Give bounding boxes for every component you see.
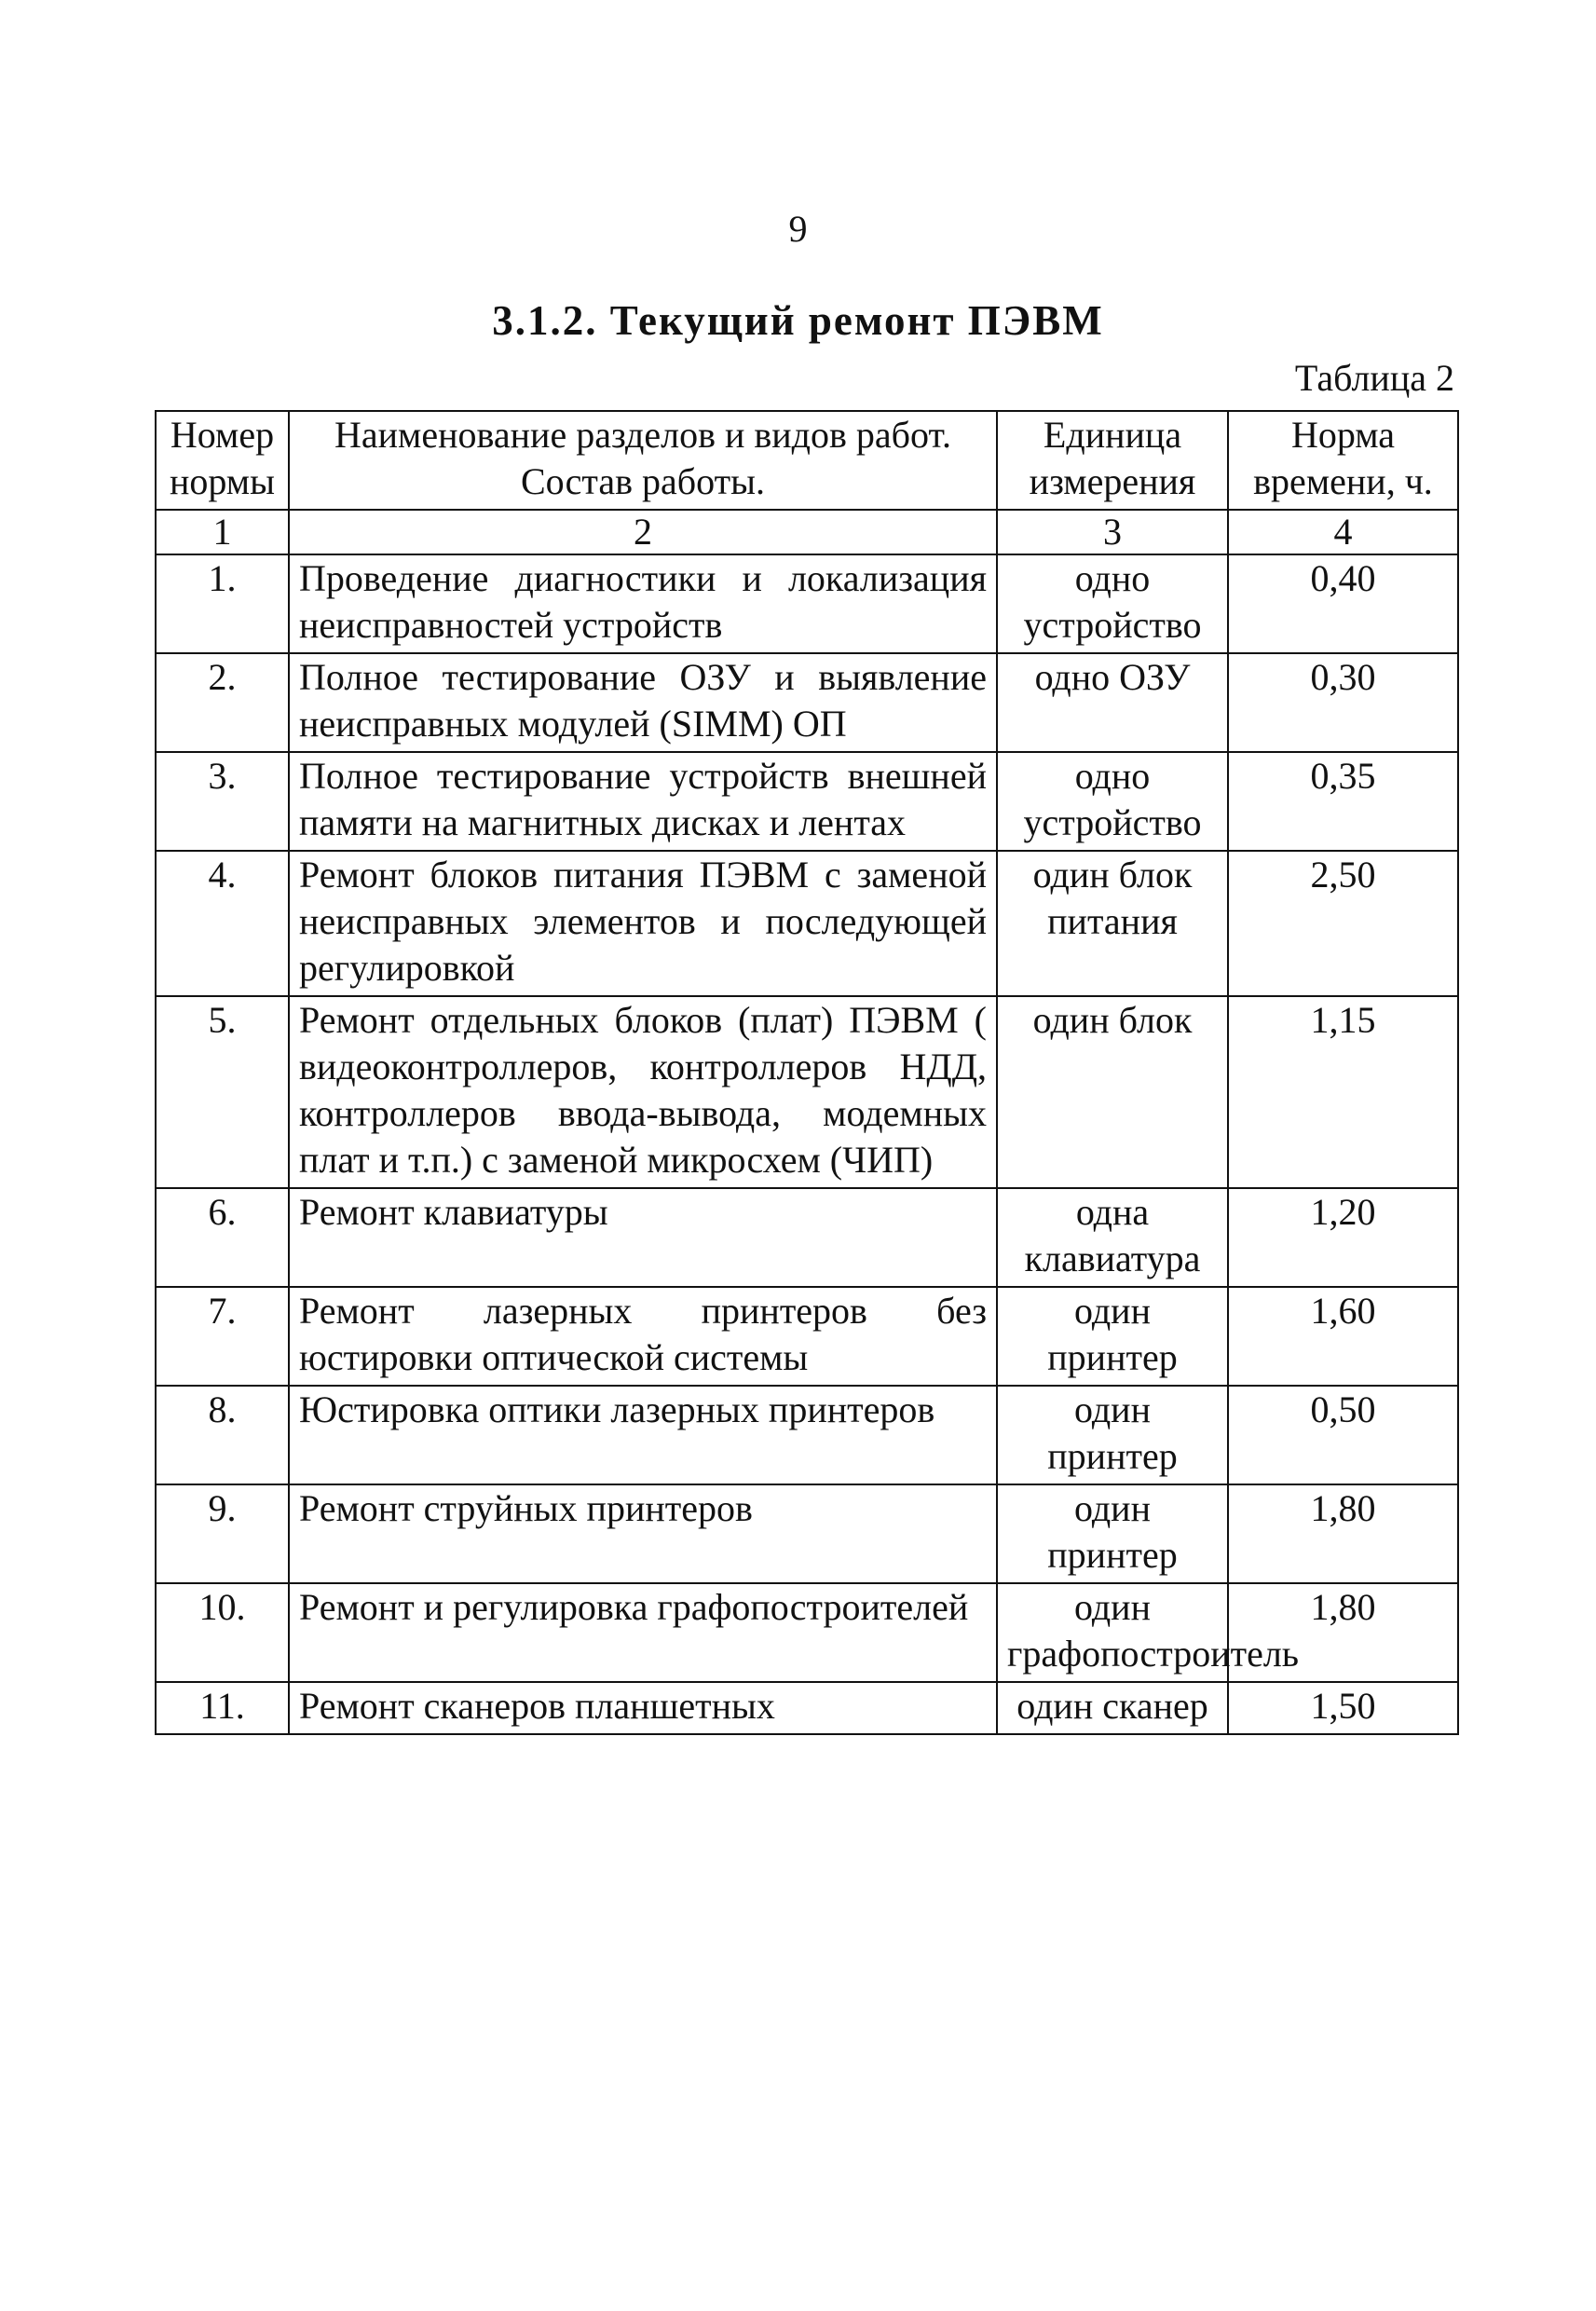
row-time-norm: 1,80 (1228, 1484, 1458, 1583)
row-number: 11. (156, 1682, 289, 1734)
row-time-norm: 0,35 (1228, 752, 1458, 851)
row-description: Полное тестирование устройств внешней памяти на магнитных дисках и лентах (289, 752, 997, 851)
row-unit: один принтер (997, 1386, 1228, 1484)
row-number: 2. (156, 653, 289, 752)
row-unit: один принтер (997, 1484, 1228, 1583)
header-unit: Единица измерения (997, 411, 1228, 510)
row-number: 3. (156, 752, 289, 851)
row-number: 8. (156, 1386, 289, 1484)
row-number: 5. (156, 996, 289, 1188)
page-number: 9 (788, 208, 808, 250)
table-header-row (156, 411, 1458, 510)
table-row (156, 1386, 1458, 1484)
row-description: Проведение диагностики и локализация неисправностей устройств (289, 554, 997, 653)
row-unit: один блок (997, 996, 1228, 1188)
header-work-description: Наименование разделов и видов работ. Состав работы. (289, 411, 997, 510)
table-row (156, 851, 1458, 996)
row-time-norm: 0,30 (1228, 653, 1458, 752)
section-title: 3.1.2. Текущий ремонт ПЭВМ (492, 297, 1104, 344)
row-time-norm: 1,60 (1228, 1287, 1458, 1386)
row-number: 4. (156, 851, 289, 996)
table-row (156, 1287, 1458, 1386)
row-unit: одно устройство (997, 554, 1228, 653)
table-row (156, 996, 1458, 1188)
row-description: Полное тестирование ОЗУ и выявление неисправных модулей (SIMM) ОП (289, 653, 997, 752)
column-number: 3 (997, 510, 1228, 554)
row-time-norm: 1,20 (1228, 1188, 1458, 1287)
row-unit: один блок питания (997, 851, 1228, 996)
row-description: Ремонт клавиатуры (289, 1188, 997, 1287)
column-number: 1 (156, 510, 289, 554)
header-norm-number: Номер нормы (156, 411, 289, 510)
table-row (156, 1484, 1458, 1583)
norms-table (155, 410, 1459, 1735)
row-unit: одна клавиатура (997, 1188, 1228, 1287)
row-unit: одно устройство (997, 752, 1228, 851)
row-number: 7. (156, 1287, 289, 1386)
row-number: 6. (156, 1188, 289, 1287)
row-unit: одно ОЗУ (997, 653, 1228, 752)
header-time-norm: Норма времени, ч. (1228, 411, 1458, 510)
row-number: 1. (156, 554, 289, 653)
table-row (156, 653, 1458, 752)
row-time-norm: 1,50 (1228, 1682, 1458, 1734)
table-caption: Таблица 2 (1294, 357, 1454, 399)
table-row (156, 752, 1458, 851)
table-row (156, 1583, 1458, 1682)
table-row (156, 1682, 1458, 1734)
row-unit: один сканер (997, 1682, 1228, 1734)
row-time-norm: 2,50 (1228, 851, 1458, 996)
row-description: Ремонт отдельных блоков (плат) ПЭВМ ( видеоконтроллеров, контроллеров НДД, контроллеров ввода-вывода, модемных плат и т.п.) с заменой микросхем (ЧИП) (289, 996, 997, 1188)
table-row (156, 554, 1458, 653)
column-number-row (156, 510, 1458, 554)
table-row (156, 1188, 1458, 1287)
row-number: 10. (156, 1583, 289, 1682)
column-number: 2 (289, 510, 997, 554)
row-time-norm: 1,80 (1228, 1583, 1458, 1682)
row-time-norm: 0,50 (1228, 1386, 1458, 1484)
row-time-norm: 1,15 (1228, 996, 1458, 1188)
row-unit: один графопостроитель (997, 1583, 1228, 1682)
column-number: 4 (1228, 510, 1458, 554)
row-description: Ремонт блоков питания ПЭВМ с заменой неисправных элементов и последующей регулировкой (289, 851, 997, 996)
row-description: Ремонт лазерных принтеров без юстировки оптической системы (289, 1287, 997, 1386)
row-description: Ремонт и регулировка графопостроителей (289, 1583, 997, 1682)
row-unit: один принтер (997, 1287, 1228, 1386)
row-number: 9. (156, 1484, 289, 1583)
row-description: Ремонт струйных принтеров (289, 1484, 997, 1583)
row-description: Ремонт сканеров планшетных (289, 1682, 997, 1734)
row-time-norm: 0,40 (1228, 554, 1458, 653)
row-description: Юстировка оптики лазерных принтеров (289, 1386, 997, 1484)
